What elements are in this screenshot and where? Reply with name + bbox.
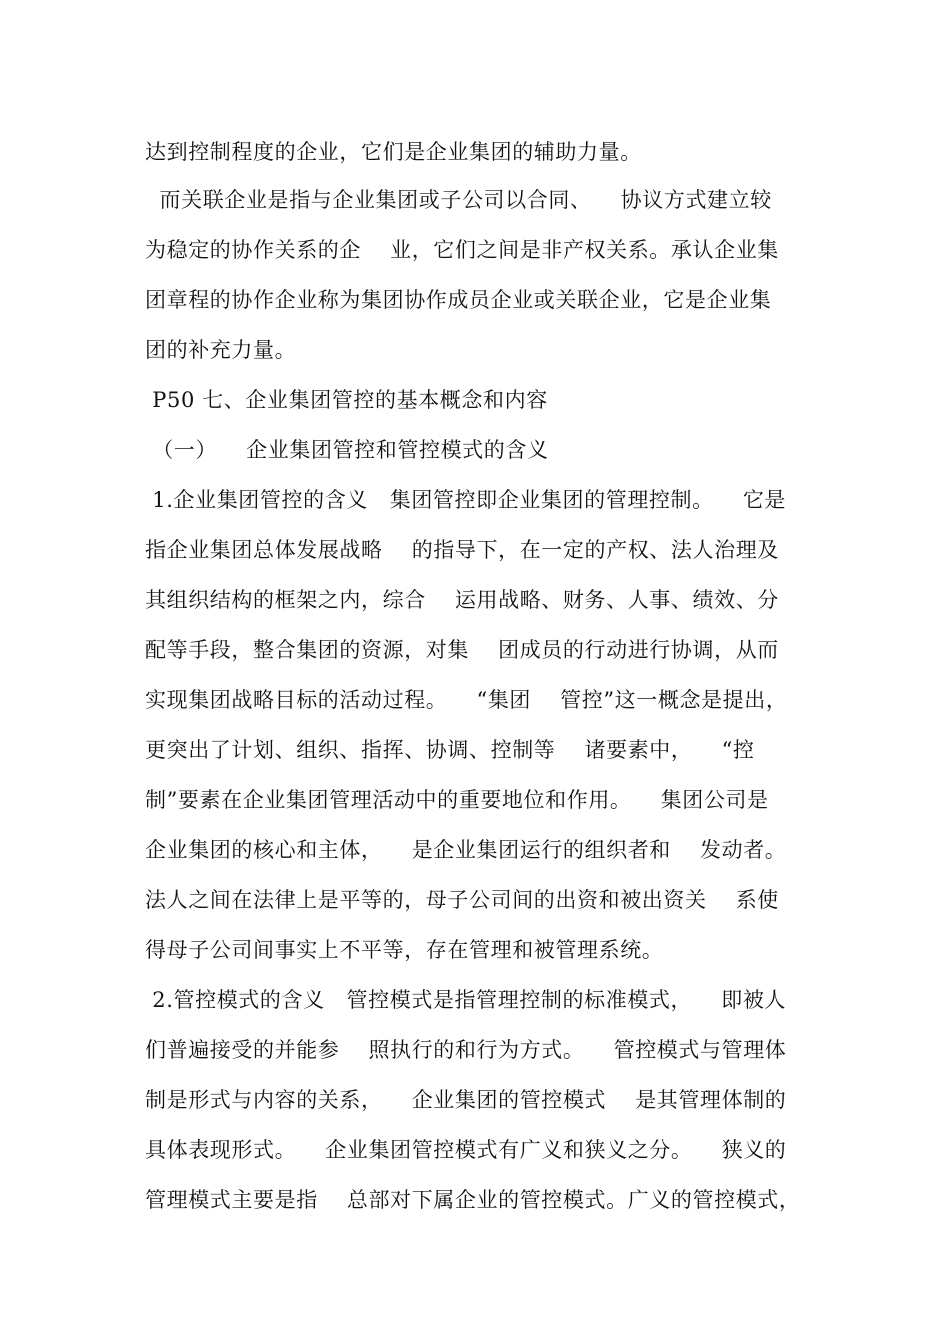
text-line: 企业集团的核心和主体， 是企业集团运行的组织者和 发动者。 xyxy=(145,838,787,862)
text-line: 们普遍接受的并能参 照执行的和行为方式。 管控模式与管理体 xyxy=(145,1038,787,1062)
text-line: 具体表现形式。 企业集团管控模式有广义和狭义之分。 狭义的 xyxy=(145,1138,787,1162)
text-line: 团章程的协作企业称为集团协作成员企业或关联企业，它是企业集 xyxy=(145,288,772,312)
text-line: 达到控制程度的企业，它们是企业集团的辅助力量。 xyxy=(145,140,642,164)
text-line: 为稳定的协作关系的企 业，它们之间是非产权关系。承认企业集 xyxy=(145,238,779,262)
text-line: 法人之间在法律上是平等的，母子公司间的出资和被出资关 系使 xyxy=(145,888,779,912)
text-line: 实现集团战略目标的活动过程。 “集团 管控”这一概念是提出， xyxy=(145,688,788,712)
section-heading: P50 七、企业集团管控的基本概念和内容 xyxy=(145,388,548,412)
text-line: 制”要素在企业集团管理活动中的重要地位和作用。 集团公司是 xyxy=(145,788,769,812)
text-line: 团的补充力量。 xyxy=(145,338,297,362)
text-line: 得母子公司间事实上不平等，存在管理和被管理系统。 xyxy=(145,938,664,962)
text-line: 1.企业集团管控的含义 集团管控即企业集团的管理控制。 它是 xyxy=(145,488,787,512)
text-line: 2.管控模式的含义 管控模式是指管理控制的标准模式， 即被人 xyxy=(145,988,787,1012)
text-line: 更突出了计划、组织、指挥、协调、控制等 诸要素中， “控 xyxy=(145,738,755,762)
text-line: 指企业集团总体发展战略 的指导下，在一定的产权、法人治理及 xyxy=(145,538,779,562)
subsection-heading: （一） 企业集团管控和管控模式的含义 xyxy=(145,438,549,462)
text-line: 其组织结构的框架之内，综合 运用战略、财务、人事、绩效、分 xyxy=(145,588,779,612)
text-line: 管理模式主要是指 总部对下属企业的管控模式。广义的管控模式， xyxy=(145,1188,801,1212)
text-line: 配等手段，整合集团的资源，对集 团成员的行动进行协调，从而 xyxy=(145,638,779,662)
text-line: 而关联企业是指与企业集团或子公司以合同、 协议方式建立较 xyxy=(145,188,772,212)
text-line: 制是形式与内容的关系， 企业集团的管控模式 是其管理体制的 xyxy=(145,1088,787,1112)
